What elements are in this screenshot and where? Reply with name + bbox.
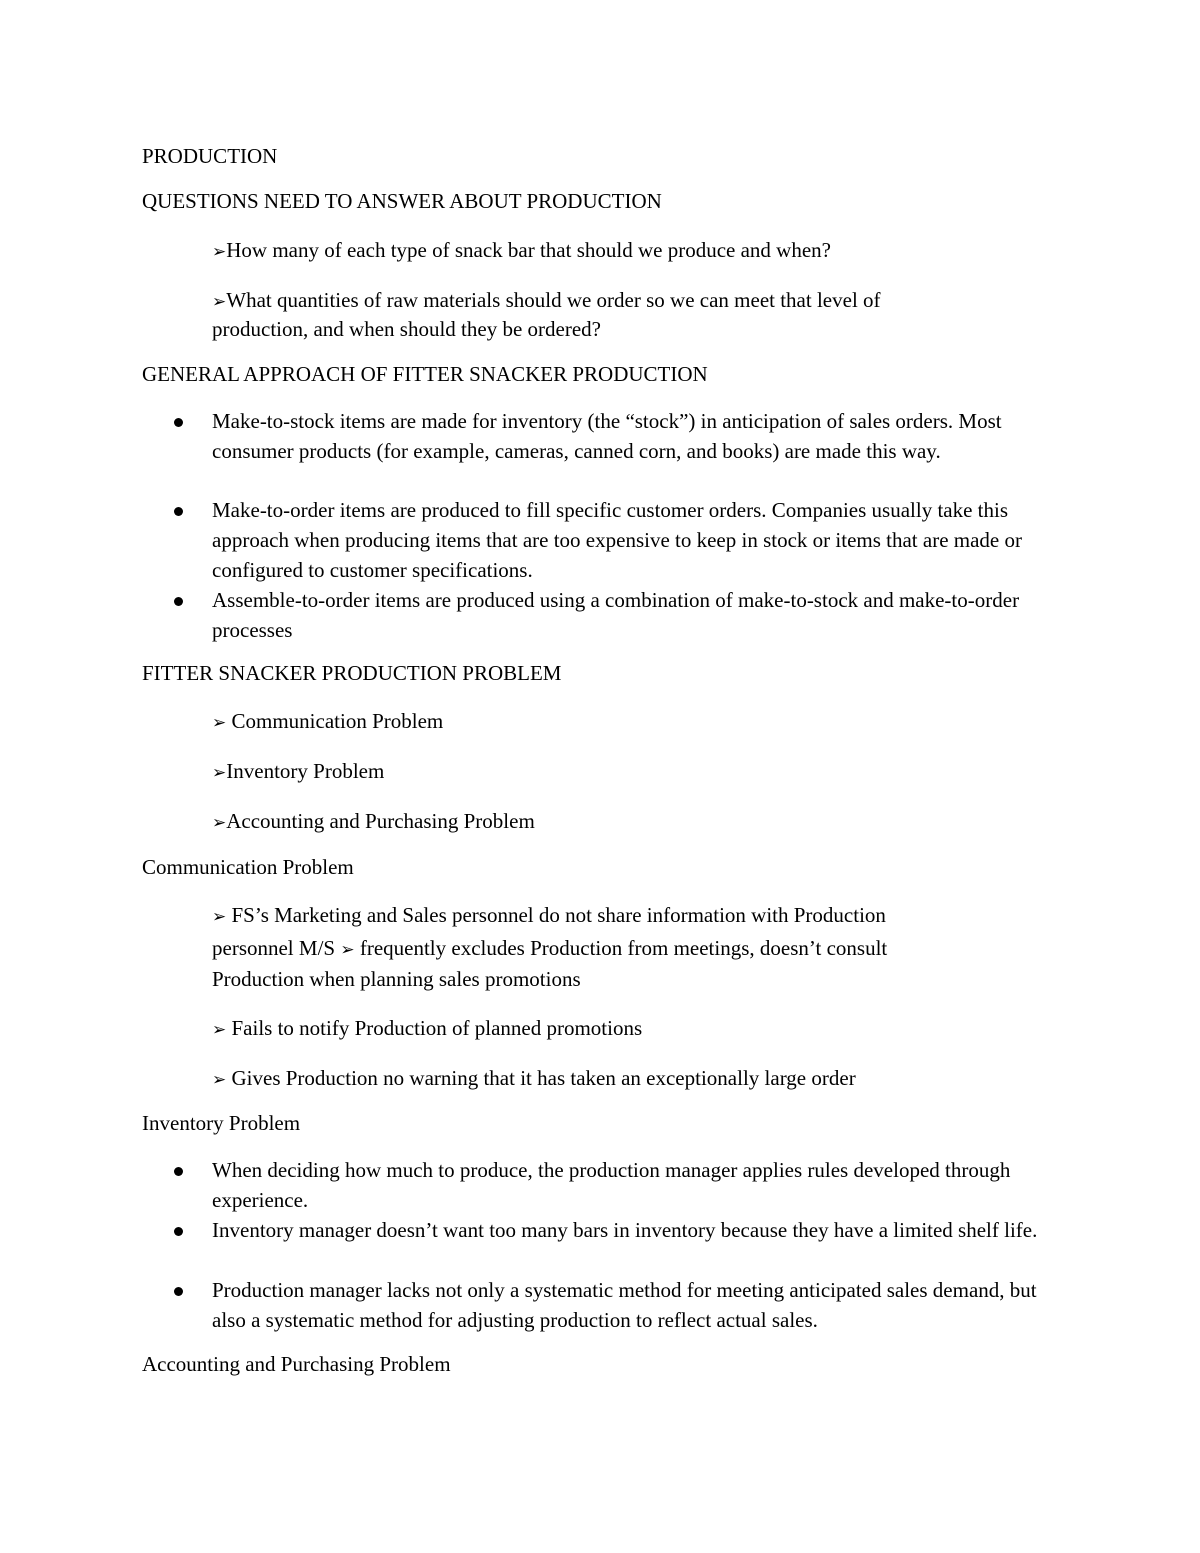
question-text-2-line-1: What quantities of raw materials should we order so we can meet that level of: [226, 288, 881, 312]
bullet-dot-icon: [174, 1167, 183, 1176]
bullet-dot-icon: [174, 597, 183, 606]
bullet-dot-icon: [174, 418, 183, 427]
problem-text-3: Accounting and Purchasing Problem: [226, 809, 535, 833]
arrow-bullet-icon: ➢: [212, 1020, 227, 1040]
communication-text-1-line-2b: frequently excludes Production from meetings, doesn’t consult: [359, 936, 888, 960]
problem-text-2: Inventory Problem: [226, 759, 385, 783]
communication-text-3: Gives Production no warning that it has taken an exceptionally large order: [231, 1066, 856, 1090]
bullet-dot-icon: [174, 1287, 183, 1296]
communication-text-1-line-1: FS’s Marketing and Sales personnel do not share information with Production: [231, 903, 886, 927]
bullet-dot-icon: [174, 507, 183, 516]
arrow-bullet-icon: ➢: [212, 813, 227, 833]
questions-heading: QUESTIONS NEED TO ANSWER ABOUT PRODUCTION: [142, 189, 662, 213]
problem-item-3: [212, 806, 535, 838]
communication-item-3: [212, 1063, 856, 1095]
question-text-2-line-2: production, and when should they be ordered?: [212, 317, 601, 341]
approach-item-1: Make-to-stock items are made for inventory (the “stock”) in anticipation of sales orders. Most consumer products (for example, cameras, canned corn, and books) are made this way.: [212, 409, 1002, 463]
inventory-item-2: Inventory manager doesn’t want too many bars in inventory because they have a limited shelf life.: [212, 1218, 1038, 1242]
question-text-1: How many of each type of snack bar that should we produce and when?: [226, 238, 831, 262]
accounting-heading: Accounting and Purchasing Problem: [142, 1352, 451, 1376]
approach-heading: GENERAL APPROACH OF FITTER SNACKER PRODUCTION: [142, 362, 708, 386]
inventory-item-1: When deciding how much to produce, the production manager applies rules developed through experience.: [212, 1158, 1011, 1212]
communication-heading: Communication Problem: [142, 855, 354, 879]
arrow-bullet-icon: ➢: [212, 292, 227, 312]
problem-text-1: Communication Problem: [231, 709, 444, 733]
problem-item-1: [212, 706, 443, 738]
inventory-heading: Inventory Problem: [142, 1111, 301, 1135]
communication-item-1-line-2: [212, 933, 887, 965]
inventory-item-3: Production manager lacks not only a systematic method for meeting anticipated sales demand, but also a systematic method for adjusting production to reflect actual sales.: [212, 1278, 1037, 1332]
communication-item-1-line-1: [212, 900, 886, 932]
communication-text-1-line-2a: personnel M/S: [212, 936, 336, 960]
arrow-bullet-icon: ➢: [212, 763, 227, 783]
approach-item-3: Assemble-to-order items are produced using a combination of make-to-stock and make-to-order processes: [212, 588, 1020, 642]
arrow-bullet-icon: ➢: [212, 713, 227, 733]
communication-item-2: [212, 1013, 642, 1045]
document-title: PRODUCTION: [142, 144, 278, 168]
question-item-1: [212, 235, 831, 267]
problem-item-2: [212, 756, 384, 788]
communication-text-2: Fails to notify Production of planned promotions: [231, 1016, 643, 1040]
problem-heading: FITTER SNACKER PRODUCTION PROBLEM: [142, 661, 562, 685]
communication-text-1-line-3: Production when planning sales promotions: [212, 967, 581, 991]
bullet-dot-icon: [174, 1227, 183, 1236]
arrow-bullet-icon: ➢: [212, 1070, 227, 1090]
question-item-2: [212, 285, 881, 317]
arrow-bullet-icon: ➢: [212, 907, 227, 927]
arrow-bullet-icon: ➢: [340, 940, 355, 960]
approach-item-2: Make-to-order items are produced to fill specific customer orders. Companies usually take this approach when producing items that are too expensive to keep in stock or items that are made or configured to customer specifications.: [212, 498, 1022, 582]
arrow-bullet-icon: ➢: [212, 242, 227, 262]
